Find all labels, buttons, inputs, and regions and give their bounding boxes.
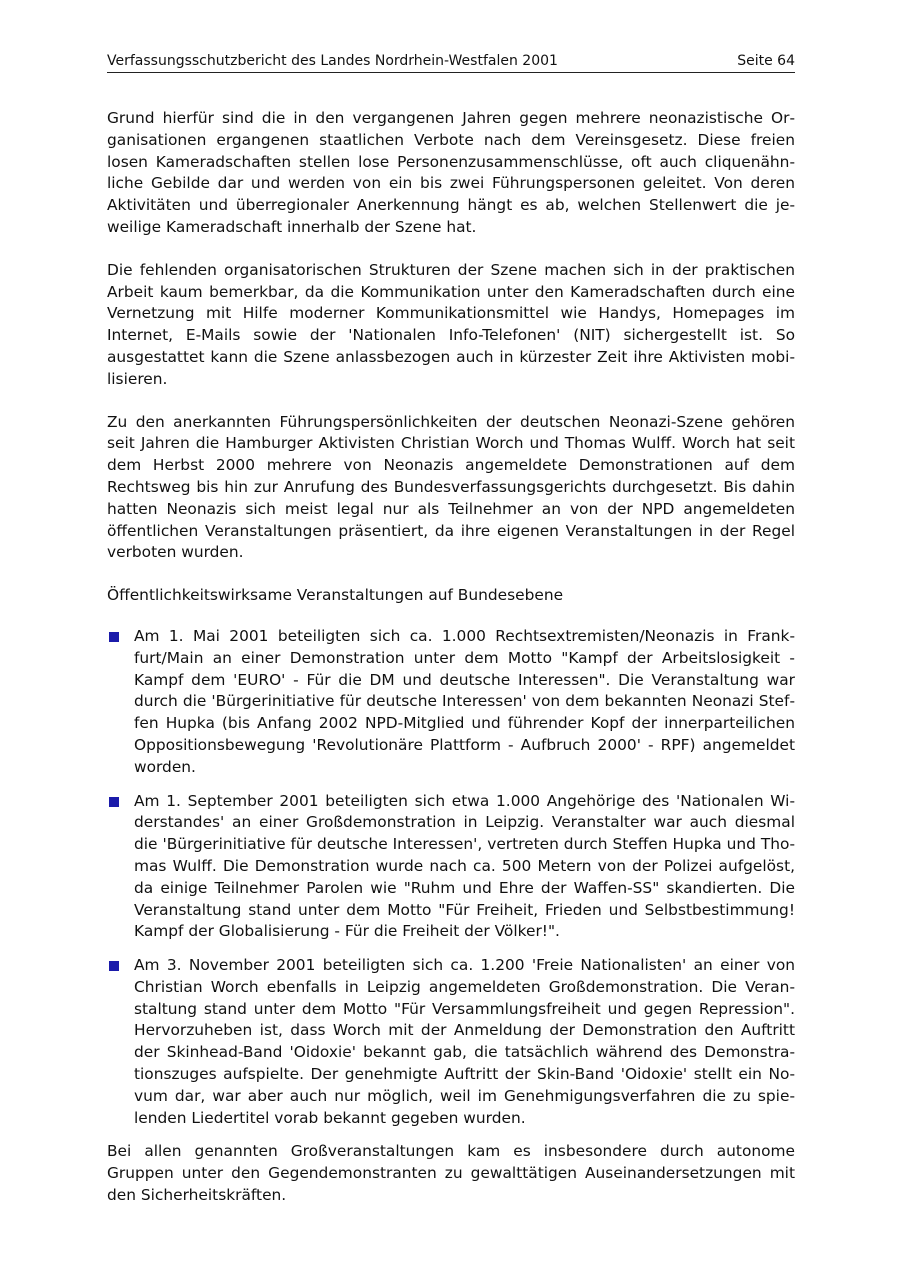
list-item [107,626,795,779]
square-bullet-icon [109,797,119,807]
event-list [107,626,795,1130]
page-number: Seite 64 [737,53,795,69]
closing-paragraph: Bei allen genannten Großveranstaltungen kam es insbesondere durch autonome Gruppen unter den Gegendemonstranten zu gewalttätigen Auseinandersetzungen mit den Sicherheitskräften. [107,1142,795,1205]
paragraph: Die fehlenden organisatorischen Strukturen der Szene machen sich in der praktischen Arbeit kaum bemerkbar, da die Kommunikation unter den Kameradschaften durch eine Vernetzung mit Hilfe moderner Kommunikationsmittel wie Handys, Homepages im Internet, E-Mails sowie der 'Nationalen Info-Telefonen' (NIT) sichergestellt ist. So ausgestattet kann die Szene anlassbezogen auch in kürzester Zeit ihre Aktivisten mobilisieren. [107,260,795,388]
header-title: Verfassungsschutzbericht des Landes Nordrhein-Westfalen 2001 [107,53,558,69]
page-header [107,52,795,73]
list-item-text: Am 3. November 2001 beteiligten sich ca. 1.200 'Freie Nationalisten' an einer von Christian Worch ebenfalls in Leipzig angemeldeten Großdemonstration. Die Veranstaltung stand unter dem Motto "Für Versammlungsfreiheit und gegen Repression". Hervorzuheben ist, dass Worch mit der Anmeldung der Demonstration den Auftritt der Skinhead-Band 'Oidoxie' bekannt gab, die tatsächlich während des Demonstrationszuges aufspielte. Der genehmigte Auftritt der Skin-Band 'Oidoxie' stellt ein Novum dar, war aber auch nur möglich, weil im Genehmigungsverfahren die zu spielenden Liedertitel vorab bekannt gegeben wurden. [134,956,795,1127]
paragraph: Zu den anerkannten Führungspersönlichkeiten der deutschen Neonazi-Szene gehören seit Jahren die Hamburger Aktivisten Christian Worch und Thomas Wulff. Worch hat seit dem Herbst 2000 mehrere von Neonazis angemeldete Demonstrationen auf dem Rechtsweg bis hin zur Anrufung des Bundesverfassungsgerichts durchgesetzt. Bis dahin hatten Neonazis sich meist legal nur als Teilnehmer an von der NPD angemeldeten öffentlichen Veranstaltungen präsentiert, da ihre eigenen Veranstaltungen in der Regel verboten wurden. [107,412,795,562]
list-item [107,955,795,1129]
page-body [107,108,795,1207]
list-item-text: Am 1. September 2001 beteiligten sich etwa 1.000 Angehörige des 'Nationalen Widerstandes' an einer Großdemonstration in Leipzig. Veranstalter war auch diesmal die 'Bürgerinitiative für deutsche Interessen', vertreten durch Steffen Hupka und Thomas Wulff. Die Demonstration wurde nach ca. 500 Metern von der Polizei aufgelöst, da einige Teilnehmer Parolen wie "Ruhm und Ehre der Waffen-SS" skandierten. Die Veranstaltung stand unter dem Motto "Für Freiheit, Frieden und Selbstbestimmung! Kampf der Globalisierung - Für die Freiheit der Völker!". [134,791,795,941]
paragraph: Grund hierfür sind die in den vergangenen Jahren gegen mehrere neonazistische Organisationen ergangenen staatlichen Verbote nach dem Vereinsgesetz. Diese freien losen Kameradschaften stellen lose Personenzusammenschlüsse, oft auch cliquenähnliche Gebilde dar und werden von ein bis zwei Führungspersonen geleitet. Von deren Aktivitäten und überregionaler Anerkennung hängt es ab, welchen Stellenwert die jeweilige Kameradschaft innerhalb der Szene hat. [107,109,795,236]
square-bullet-icon [109,961,119,971]
square-bullet-icon [109,632,119,642]
section-subheading: Öffentlichkeitswirksame Veranstaltungen auf Bundesebene [107,586,564,605]
list-item-text: Am 1. Mai 2001 beteiligten sich ca. 1.000 Rechtsextremisten/Neonazis in Frankfurt/Main an einer Demonstration unter dem Motto "Kampf der Arbeitslosigkeit - Kampf dem 'EURO' - Für die DM und deutsche Interessen". Die Veranstaltung war durch die 'Bürgerinitiative für deutsche Interessen' von dem bekannten Neonazi Steffen Hupka (bis Anfang 2002 NPD-Mitglied und führender Kopf der innerparteilichen Oppositionsbewegung 'Revolutionäre Plattform - Aufbruch 2000' - RPF) angemeldet worden. [134,626,795,776]
list-item [107,791,795,944]
